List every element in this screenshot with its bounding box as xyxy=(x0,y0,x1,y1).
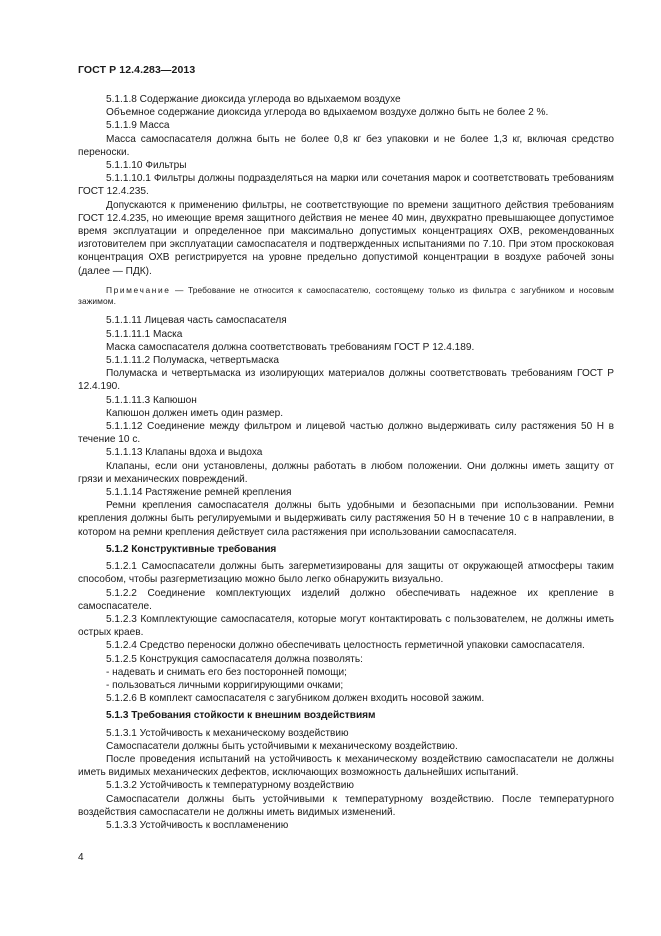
section-heading: 5.1.3.3 Устойчивость к воспламенению xyxy=(106,819,289,831)
section-heading: 5.1.3.2 Устойчивость к температурному воздействию xyxy=(106,780,354,792)
paragraph: Ремни крепления самоспасателя должны быть удобными и безопасными при использовании. Ремни крепления должны быть регулируемыми и выдерживать силу растяжения 50 Н в течение 10 с в направлении, в котором на ремни крепления действует сила растяжения при использовании самоспасателя. xyxy=(78,500,614,538)
section-heading: 5.1.1.13 Клапаны вдоха и выдоха xyxy=(106,447,263,459)
paragraph: Полумаска и четвертьмаска из изолирующих материалов должны соответствовать требованиям ГОСТ Р 12.4.190. xyxy=(78,368,614,393)
paragraph: Масса самоспасателя должна быть не более 0,8 кг без упаковки и не более 1,3 кг, включая средство переноски. xyxy=(78,133,614,158)
section-heading-bold: 5.1.3 Требования стойкости к внешним воздействиям xyxy=(106,710,376,722)
section-heading-bold: 5.1.2 Конструктивные требования xyxy=(106,543,277,555)
section-heading: 5.1.1.9 Масса xyxy=(106,120,170,132)
paragraph: 5.1.2.6 В комплект самоспасателя с загубником должен входить носовой зажим. xyxy=(106,693,485,705)
paragraph: 5.1.2.5 Конструкция самоспасателя должна позволять: xyxy=(106,653,363,665)
document-header: ГОСТ Р 12.4.283—2013 xyxy=(78,64,196,76)
paragraph: Маска самоспасателя должна соответствовать требованиям ГОСТ Р 12.4.189. xyxy=(106,341,475,353)
paragraph: 5.1.2.1 Самоспасатели должны быть загерметизированы для защиты от окружающей атмосферы таким способом, чтобы разгерметизацию можно было легко обнаружить визуально. xyxy=(78,561,614,586)
paragraph: Клапаны, если они установлены, должны работать в любом положении. Они должны иметь защиту от грязи и механических повреждений. xyxy=(78,460,614,485)
document-body xyxy=(78,93,614,832)
paragraph: Самоспасатели должны быть устойчивыми к температурному воздействию. После температурного воздействия самоспасатели не должны иметь видимых изменений. xyxy=(78,793,614,818)
section-heading: 5.1.1.11 Лицевая часть самоспасателя xyxy=(106,315,287,327)
section-heading: 5.1.1.11.2 Полумаска, четвертьмаска xyxy=(106,355,280,367)
paragraph: Объемное содержание диоксида углерода во вдыхаемом воздухе должно быть не более 2 %. xyxy=(106,107,549,119)
paragraph: 5.1.2.4 Средство переноски должно обеспечивать целостность герметичной упаковки самоспасателя. xyxy=(106,640,585,652)
note-text: — Требование не относится к самоспасателю, состоящему только из фильтра с загубником и носовым зажимом. xyxy=(78,284,614,307)
paragraph: После проведения испытаний на устойчивость к механическому воздействию самоспасатели не должны иметь видимых механических дефектов, исключающих возможность дальнейших испытаний. xyxy=(78,753,614,779)
section-heading: 5.1.1.10 Фильтры xyxy=(106,160,187,172)
note xyxy=(78,285,614,308)
section-heading: 5.1.1.11.3 Капюшон xyxy=(106,394,197,406)
paragraph: 5.1.2.3 Комплектующие самоспасателя, которые могут контактировать с пользователем, не должны иметь острых краев. xyxy=(78,613,614,639)
paragraph: Капюшон должен иметь один размер. xyxy=(106,407,284,419)
note-label: Примечание xyxy=(106,284,171,295)
paragraph: 5.1.1.12 Соединение между фильтром и лицевой частью должно выдерживать силу растяжения 50 Н в течение 10 с. xyxy=(78,421,614,446)
page-number: 4 xyxy=(78,852,84,863)
section-heading: 5.1.3.1 Устойчивость к механическому воздействию xyxy=(106,727,349,739)
paragraph: 5.1.2.2 Соединение комплектующих изделий должно обеспечивать надежное их крепление в самоспасателе. xyxy=(78,587,614,612)
paragraph: Допускаются к применению фильтры, не соответствующие по времени защитного действия требованиям ГОСТ 12.4.235, но имеющие время защитного действия не менее 40 мин, двухкратно превышающее допустимое время эксплуатации и определенное при максимально допустимых концентрациях ОХВ, рекомендованных изготовителем при эксплуатации самоспасателя и подтвержденных испытаниями по 7.10. При этом проскоковая концентрация ОХВ регистрируется на уровне предельно допустимой концентрации в воздухе рабочей зоны (далее — ПДК). xyxy=(78,199,614,277)
paragraph: Самоспасатели должны быть устойчивыми к механическому воздействию. xyxy=(106,740,458,752)
list-item: - пользоваться личными корригирующими очками; xyxy=(106,679,344,691)
paragraph: 5.1.1.10.1 Фильтры должны подразделяться на марки или сочетания марок и соответствовать требованиям ГОСТ 12.4.235. xyxy=(78,173,614,198)
section-heading: 5.1.1.14 Растяжение ремней крепления xyxy=(106,487,292,499)
section-heading: 5.1.1.11.1 Маска xyxy=(106,328,183,340)
list-item: - надевать и снимать его без посторонней помощи; xyxy=(106,666,347,678)
section-heading: 5.1.1.8 Содержание диоксида углерода во вдыхаемом воздухе xyxy=(106,94,401,105)
